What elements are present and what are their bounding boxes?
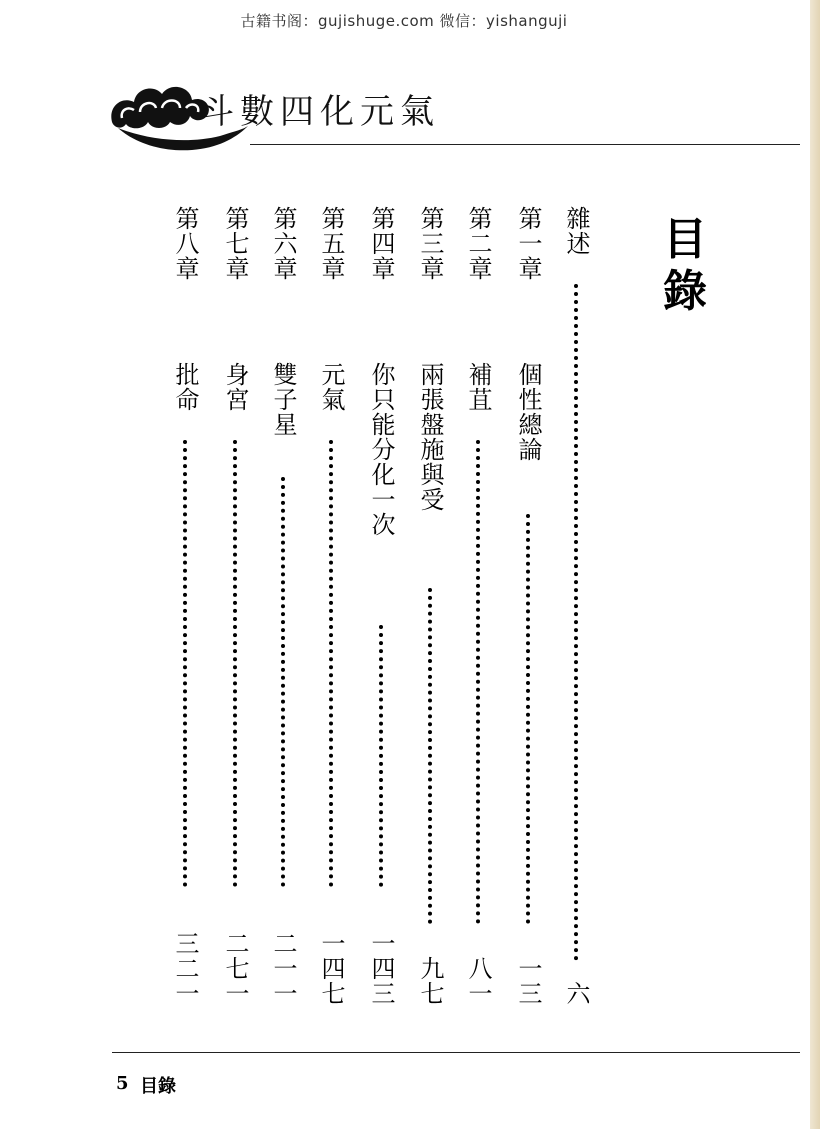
toc-page-number: 三二一 [171,931,199,1006]
toc-entry-title: 兩張盤施與受 [416,362,444,512]
toc-chapter-label: 第三章 [416,206,444,281]
toc-page-number: 一四七 [317,931,345,1006]
dot-leader [526,514,530,924]
toc-chapter-label: 第二章 [464,206,492,281]
dot-leader [379,625,383,887]
page-number: 5 [116,1073,129,1094]
dot-leader [574,284,578,961]
toc-entry-title: 補苴 [464,362,492,412]
toc-chapter-label: 第六章 [269,206,297,281]
toc-entry-title: 你只能分化一次 [367,362,395,537]
toc-entry-title: 雙子星 [269,362,297,437]
toc-chapter-label: 第八章 [171,206,199,281]
toc-entry-title: 雜述 [562,206,590,256]
toc-entry[interactable] [217,206,253,1006]
toc-chapter-label: 第七章 [221,206,249,281]
toc-chapter-label: 第四章 [367,206,395,281]
footer-rule [112,1052,800,1053]
toc-page-number: 二七一 [221,931,249,1006]
book-title: 斗數四化元氣 [200,92,440,132]
toc-page-number: 一四三 [367,931,395,1006]
toc-page-number: 一三 [514,956,542,1006]
toc-entry-title: 元氣 [317,362,345,412]
toc-entry[interactable] [460,206,496,1006]
toc-page-number: 八一 [464,956,492,1006]
toc-entry-title: 個性總論 [514,362,542,462]
dot-leader [183,440,187,887]
dot-leader [281,477,285,887]
toc-chapter-label: 第一章 [514,206,542,281]
header-rule [250,144,800,145]
toc-entry-title: 批命 [171,362,199,412]
dot-leader [428,588,432,924]
dot-leader [233,440,237,887]
toc-title: 目錄 [663,214,707,317]
toc-entry-title: 身宮 [221,362,249,412]
toc-page-number: 九七 [416,956,444,1006]
footer-section-label: 目錄 [140,1076,176,1097]
toc-entry[interactable] [167,206,203,1006]
toc-entry[interactable] [412,206,448,1006]
toc-entry[interactable] [265,206,301,1006]
watermark-text: 古籍书阁：gujishuge.com 微信：yishanguji [240,12,568,30]
toc-page-number: 六 [562,981,590,1006]
dot-leader [476,440,480,924]
page-edge [810,0,820,1129]
toc-page-number: 二一一 [269,931,297,1006]
toc-entry[interactable] [510,206,546,1006]
toc-chapter-label: 第五章 [317,206,345,281]
toc-entry[interactable] [363,206,399,1006]
toc-entry[interactable] [558,206,594,1006]
dot-leader [329,440,333,887]
toc-entry[interactable] [313,206,349,1006]
